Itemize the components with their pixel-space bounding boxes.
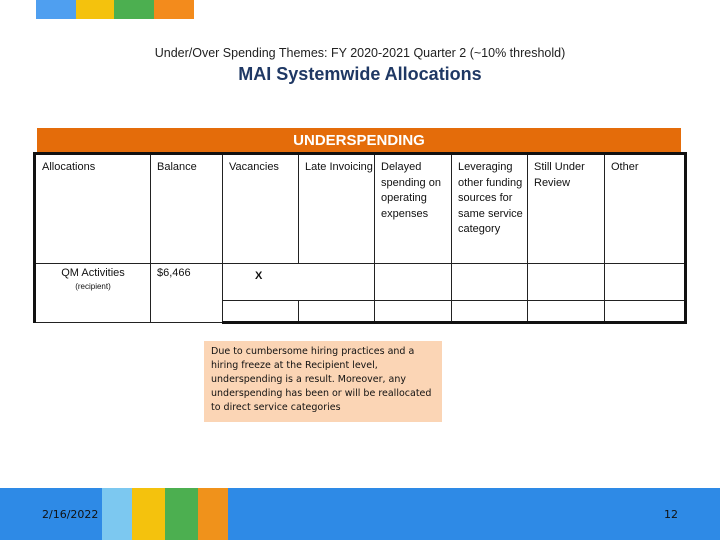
header-cell-still-under-review xyxy=(528,154,605,264)
empty-cell xyxy=(528,264,605,301)
header-label: Still Under Review xyxy=(534,161,585,189)
allocation-subtitle: (recipient) xyxy=(75,282,111,291)
empty-cell xyxy=(452,301,528,323)
vacancies-mark: X xyxy=(255,270,263,282)
header-cell-vacancies xyxy=(223,154,299,264)
empty-cell xyxy=(528,301,605,323)
header-label: Vacancies xyxy=(229,161,279,173)
footer-block-blue-wide xyxy=(228,488,720,540)
page-number: 12 xyxy=(664,508,678,521)
empty-cell xyxy=(452,264,528,301)
header-cell-balance xyxy=(151,154,223,264)
header-cell-leveraging-funding xyxy=(452,154,528,264)
header-cell-other xyxy=(605,154,686,264)
vacancies-cell xyxy=(223,264,375,301)
empty-cell xyxy=(605,264,686,301)
header-label: Delayed spending on operating expenses xyxy=(381,161,441,220)
empty-cell xyxy=(375,264,452,301)
table-row xyxy=(35,264,686,301)
empty-cell xyxy=(375,301,452,323)
header-cell-delayed-spending xyxy=(375,154,452,264)
underspending-table xyxy=(33,152,687,324)
header-label: Allocations xyxy=(42,161,96,173)
accent-segment-yellow xyxy=(76,0,114,19)
underspending-banner: UNDERSPENDING xyxy=(37,128,681,152)
header-label: Other xyxy=(611,161,639,173)
header-label: Late Invoicing xyxy=(305,161,373,173)
accent-segment-green xyxy=(114,0,154,19)
footer-block-green xyxy=(165,488,198,540)
footer-block-orange xyxy=(198,488,228,540)
footer-block-light-blue xyxy=(102,488,132,540)
balance-cell xyxy=(151,264,223,323)
slide-subtitle: Under/Over Spending Themes: FY 2020-2021 Quarter 2 (~10% threshold) xyxy=(154,46,566,60)
balance-value: $6,466 xyxy=(157,267,191,279)
footer-block-yellow xyxy=(132,488,165,540)
accent-color-bar xyxy=(36,0,194,19)
empty-cell xyxy=(299,301,375,323)
header-cell-late-invoicing xyxy=(299,154,375,264)
slide-title: MAI Systemwide Allocations xyxy=(238,64,482,84)
explanation-note: Due to cumbersome hiring practices and a hiring freeze at the Recipient level, underspending is a result. Moreover, any underspending has been or will be reallocated to direct service categories xyxy=(204,341,442,422)
accent-segment-orange xyxy=(154,0,194,19)
allocation-cell xyxy=(35,264,151,323)
empty-cell xyxy=(223,301,299,323)
header-label: Leveraging other funding sources for same service category xyxy=(458,161,523,235)
table-header-row xyxy=(35,154,686,264)
footer-color-band xyxy=(0,488,720,540)
empty-cell xyxy=(605,301,686,323)
allocation-name: QM Activities xyxy=(61,267,125,279)
footer-date: 2/16/2022 xyxy=(42,508,99,521)
accent-segment-blue xyxy=(36,0,76,19)
header-cell-allocations xyxy=(35,154,151,264)
header-label: Balance xyxy=(157,161,197,173)
